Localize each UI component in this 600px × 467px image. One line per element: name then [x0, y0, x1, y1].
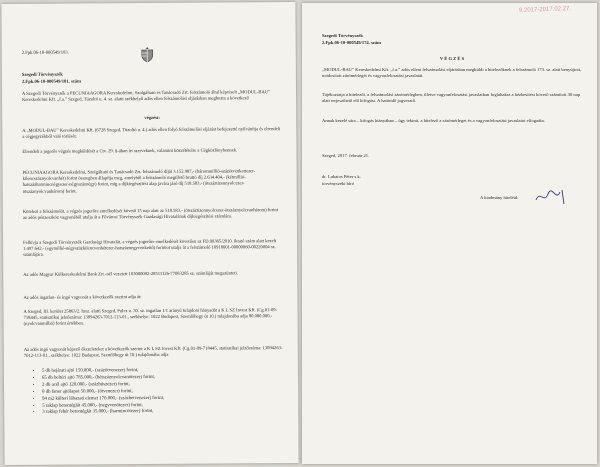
- decision-heading: végzést:: [144, 114, 160, 121]
- paragraph-7: Az adós ingatlan- és ingó vagyonát a következők szerint adja át:: [23, 294, 142, 300]
- judge-title: törvényszéki bíró: [322, 181, 355, 186]
- paragraph-8: A Szeged, III. kerület 25863/2. hrsz. alatti Szeged, Pulcz u. 30. sz. ingatlan 1/1 arányú tulajdoni hányadát a K L SZ Invest Kft. (Cg.01-09-718445, statisztikai jelzőszáma: 13094263-7012-113-01., székhelye: 1022 Budapest, Szemlőhegy út 10.) tulajdonába adja 80.000.000,- (nyolcvanmillió) forint értékben.: [23, 307, 278, 327]
- paragraph-6: Az adós Magyar Külkereskedelmi Bank Zrt.-nél vezetett 103000002-28511126-77083285 sz. számláját megszünteti.: [23, 270, 238, 277]
- list-item: • 5 db bejárati ajtó 150.000,- (százötvenezer) forint,: [42, 368, 164, 376]
- decision-date: Szeged, 2017. február 21.: [322, 153, 370, 158]
- coat-of-arms-icon: [141, 47, 154, 62]
- paragraph-1: „MODUL-BAU” Kereskedelmi Kft. „f.a.” adós elleni felszámolási eljárásban megküldi a hitelezőknek a felszámoló 173. sz. alatt benyújtott, módosított zárómérlegét és vagyonfelosztási javaslatát.: [322, 67, 582, 79]
- paragraph-3: Annak kezelé sára – kifogás hiányában – úgy tekinti, a hitelező a zárómérleget és a vagyonfelosztási javaslatot elfogadta.: [322, 118, 545, 123]
- paragraph-4: Kötelezi a felszámolót, a végzés jogerőre emelkedését követő 15 nap alatt az 518.583,- (ötszáztizennyolcezer-ötszáznyolcvanhárom) forint az adós pénzeszköz vagyonából utalja át a Fővárosi Törvényszék Gazdasági Hivatalának díjkiegészítési számlára.: [22, 207, 278, 221]
- paragraph-9: Az adós ingó vagyonát képező ékszeleteket a következők szerint a K L SZ Invest Kft. (Cg.01-09-718445, statisztikai jelzőszáma: 13094263-7012-113-01., székhelye: 1022 Budapest, Szemlőhegy út 10.) tulajdonába adja: [23, 345, 283, 359]
- reference-number: 2.Fpk.06-10-000549/183.: [21, 49, 69, 55]
- signature-icon: [534, 186, 574, 206]
- certified-copy-label: A kiadmány hiteléül:: [480, 195, 519, 200]
- list-item: • 5 raklap betontéglát 45.000,- (negyvenötezer) forint,: [42, 402, 164, 410]
- case-number: 2.Fpk.06-10-000549/174. szám: [322, 40, 381, 45]
- paragraph-1: A „MODUL-BAU” Kereskedelmi Kft. (6728 Szeged, Tüzoltó u. 4.) adós ellen folyó felszámolási eljárást befejezetté nyilvánítja és elrendeli a cégjegyzékből való törlését.: [22, 126, 281, 140]
- paragraph-2: Elrendeli a jogerős végzés megküldését a Ctv. 29. §-ában írt szerveknek, valamint közzétételre a Cégközlönybennek.: [22, 147, 238, 154]
- list-item: • 8 db faner ajtólapot 50.000,- (ötvenezer) forint,: [42, 389, 164, 397]
- date-stamp: 9.2017-2017.02.27.: [518, 6, 572, 14]
- list-item: • 94 m2 külteri lábazati elemet 170.000,- (százhetvenezer) forint,: [42, 396, 164, 404]
- paragraph-5: Felhívja a Szegedi Törvényszék Gazdasági Hivatalát, a végzés jogerőre emelkedését követően az FD.00365/2010. iktató szám alatt kezelt 1.497.642,- (egymillió-négyszázkilencvenhétezer-hatszáznegyvenkettő) forintot utalja át a felszámoló 10918001-00000060-00220004 sz. számlájára.: [23, 238, 277, 258]
- list-item: • 3 raklap fehér betontéglát 35.000,- (harmincötezer) forint,: [42, 409, 164, 417]
- court-name: Szegedi Törvényszék: [322, 33, 363, 38]
- paragraph-2: Tájékoztatja a hitelezőt, a felszámolási zárómérlegben, illetve vagyonfelosztási javaslatban foglaltakra a kézbesítést követő számított 30 nap alatt terjeszthető elő kifogást. A határidő jogvesztő.: [322, 92, 581, 104]
- document-page-left: [1, 2, 298, 465]
- list-item: • 2 db acél ajtó 120.000,- (százhúszezer) forint,: [42, 382, 164, 390]
- case-number: 2.Fpk.06-10-000549/181. szám: [21, 78, 81, 84]
- asset-list: [34, 368, 164, 417]
- document-page-right: [302, 3, 597, 464]
- list-item: • 65 db beltéri ajtó 785.000,- (hétszáznyolcvanötezer) forint,: [42, 375, 164, 383]
- paragraph-3: PECUNIAAGORA Kereskedelmi, Szolgáltató és Tanácsadó Zrt. felszámoló díját 3.152.987,- (hárommillió-százötvenkettezer-kilencszáznyolcvanhét) forint összegben állapítja meg, amelyből a felszámoló megillető bruttó díj 2.634.404,- (kétmillió-hatszázharmincnégyezer-négyszáznégy) forint, míg a díjkiegészítési alap javára járó díj 518.583,- (ötszáztizennyolcezer-ötszáznyolcvanhárom) forint.: [22, 168, 256, 194]
- judge-name: dr. Lukatos Péter s.k.: [322, 174, 361, 179]
- decision-heading: V É G Z É S: [439, 56, 465, 61]
- court-name: Szegedi Törvényszék: [21, 71, 63, 77]
- intro-paragraph: A Szegedi Törvényszék a PECUNIAAGORA Kereskedelmi, Szolgáltató és Tanácsadó Zrt. felszámoló által képviselt „MODUL-BAU” Kereskedelmi Kft. „f.a.” Szeged, Tüzoltó u. 4. sz. alatti székhelyű adós ellen felszámolási eljárásban meghozta a következő: [22, 89, 271, 103]
